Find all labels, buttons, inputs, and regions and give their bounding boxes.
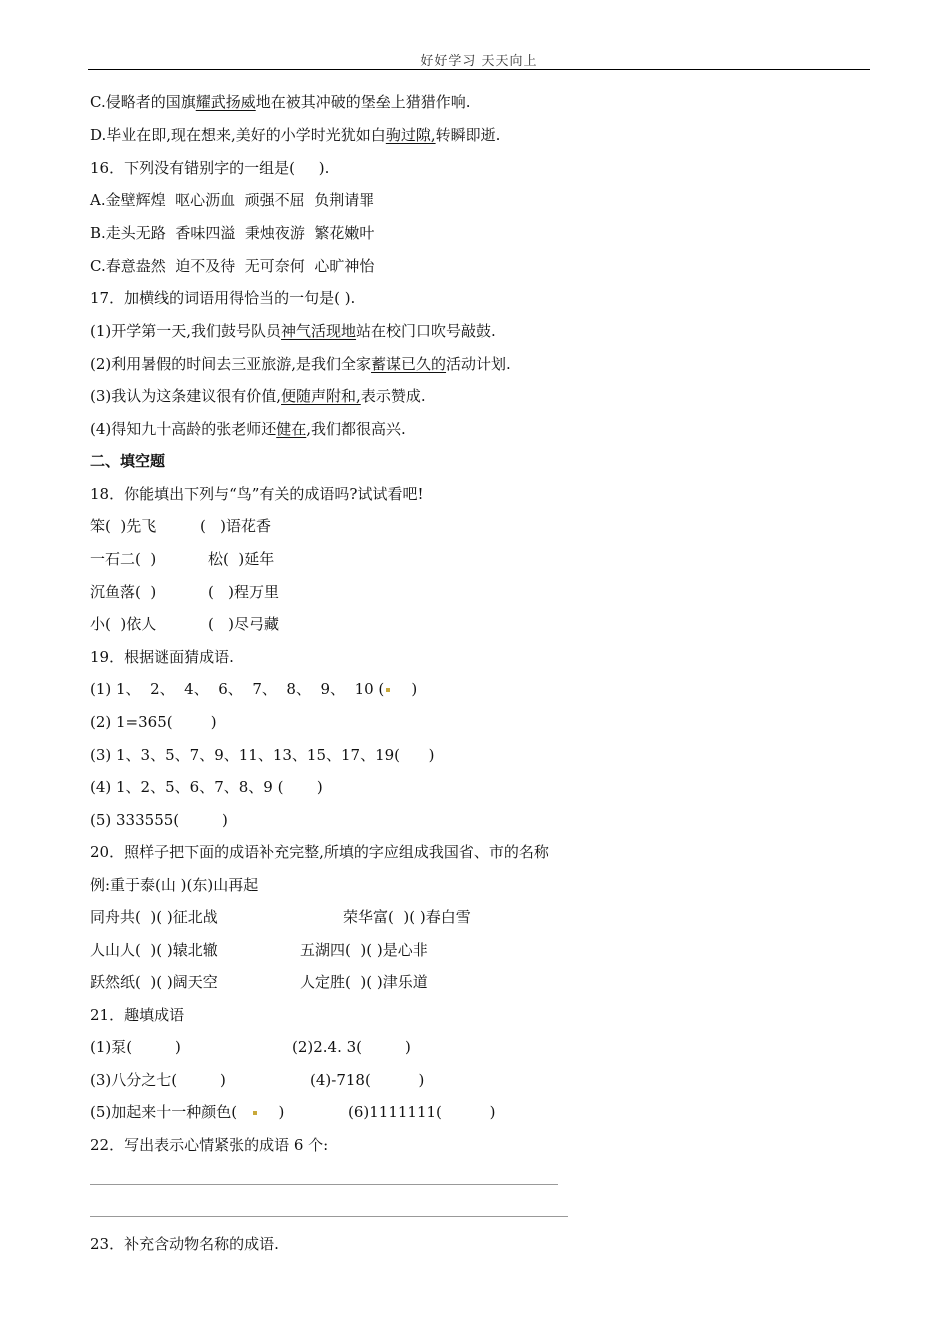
q21-stem: 21．趣填成语	[90, 1006, 185, 1024]
q16-option-a: A.金壁辉煌 呕心沥血 顽强不屈 负荆请罪	[90, 191, 375, 209]
q20-row-1-right: 荣华富( )( )春白雪	[343, 908, 471, 926]
q15-option-c: C.侵略者的国旗耀武扬威地在被其冲破的堡垒上猎猎作响.	[90, 93, 471, 111]
q16-stem: 16．下列没有错别字的一组是( ).	[90, 159, 330, 177]
q18-row-3-left: 沉鱼落( )	[90, 583, 157, 601]
q18-row-4-left: 小( )依人	[90, 615, 157, 633]
answer-line-2	[90, 1216, 568, 1217]
q21-row-2-left: (3)八分之七( )	[90, 1071, 226, 1089]
q20-row-2-right: 五湖四( )( )是心非	[300, 941, 428, 959]
section-heading: 二、填空题	[90, 452, 166, 470]
q21-row-1-right: (2)2.4. 3( )	[292, 1038, 411, 1056]
q20-row-1-left: 同舟共( )( )征北战	[90, 908, 218, 926]
q21-row-1-left: (1)泵( )	[90, 1038, 181, 1056]
q21-row-2-right: (4)-718( )	[310, 1071, 425, 1089]
q17-stem: 17．加横线的词语用得恰当的一句是( ).	[90, 289, 356, 307]
q18-row-1-right: ( )语花香	[200, 517, 272, 535]
q18-row-2-left: 一石二( )	[90, 550, 157, 568]
q19-item-4: (4) 1、2、5、6、7、8、9 ( )	[90, 778, 323, 796]
q18-row-3-right: ( )程万里	[208, 583, 280, 601]
q19-stem: 19．根据谜面猜成语.	[90, 648, 234, 666]
header-rule	[88, 69, 870, 70]
q17-option-2: (2)利用暑假的时间去三亚旅游,是我们全家蓄谋已久的活动计划.	[90, 355, 511, 373]
q19-item-3: (3) 1、3、5、7、9、11、13、15、17、19( )	[90, 746, 435, 764]
q16-option-c: C.春意盎然 迫不及待 无可奈何 心旷神怡	[90, 257, 375, 275]
q20-stem: 20．照样子把下面的成语补充完整,所填的字应组成我国省、市的名称	[90, 843, 549, 861]
q18-row-4-right: ( )尽弓藏	[208, 615, 280, 633]
q23-stem: 23．补充含动物名称的成语.	[90, 1235, 279, 1253]
page-header: 好好学习 天天向上	[420, 54, 538, 69]
q17-option-1: (1)开学第一天,我们鼓号队员神气活现地站在校门口吹号敲鼓.	[90, 322, 496, 340]
q19-item-1: (1) 1、 2、 4、 6、 7、 8、 9、 10 ( )	[90, 680, 418, 698]
q17-option-3: (3)我认为这条建议很有价值,便随声附和,表示赞成.	[90, 387, 426, 405]
q20-row-2-left: 人山人( )( )辕北辙	[90, 941, 218, 959]
answer-line-1	[90, 1184, 558, 1185]
q18-row-2-right: 松( )延年	[208, 550, 275, 568]
q20-row-3-right: 人定胜( )( )津乐道	[300, 973, 428, 991]
q21-row-3-left: (5)加起来十一种颜色( )	[90, 1103, 285, 1121]
q19-item-5: (5) 333555( )	[90, 811, 228, 829]
q17-option-4: (4)得知九十高龄的张老师还健在,我们都很高兴.	[90, 420, 406, 438]
q16-option-b: B.走头无路 香味四溢 秉烛夜游 繁花嫩叶	[90, 224, 375, 242]
q20-example: 例:重于泰(山 )(东)山再起	[90, 876, 259, 894]
q22-stem: 22．写出表示心情紧张的成语 6 个:	[90, 1136, 329, 1154]
highlight-dot	[386, 688, 390, 692]
q21-row-3-right: (6)1111111( )	[348, 1103, 496, 1121]
q19-item-2: (2) 1=365( )	[90, 713, 217, 731]
q18-stem: 18．你能填出下列与“鸟”有关的成语吗?试试看吧!	[90, 485, 424, 503]
q20-row-3-left: 跃然纸( )( )阔天空	[90, 973, 218, 991]
highlight-dot	[253, 1111, 257, 1115]
q18-row-1-left: 笨( )先飞	[90, 517, 157, 535]
q15-option-d: D.毕业在即,现在想来,美好的小学时光犹如白驹过隙,转瞬即逝.	[90, 126, 501, 144]
